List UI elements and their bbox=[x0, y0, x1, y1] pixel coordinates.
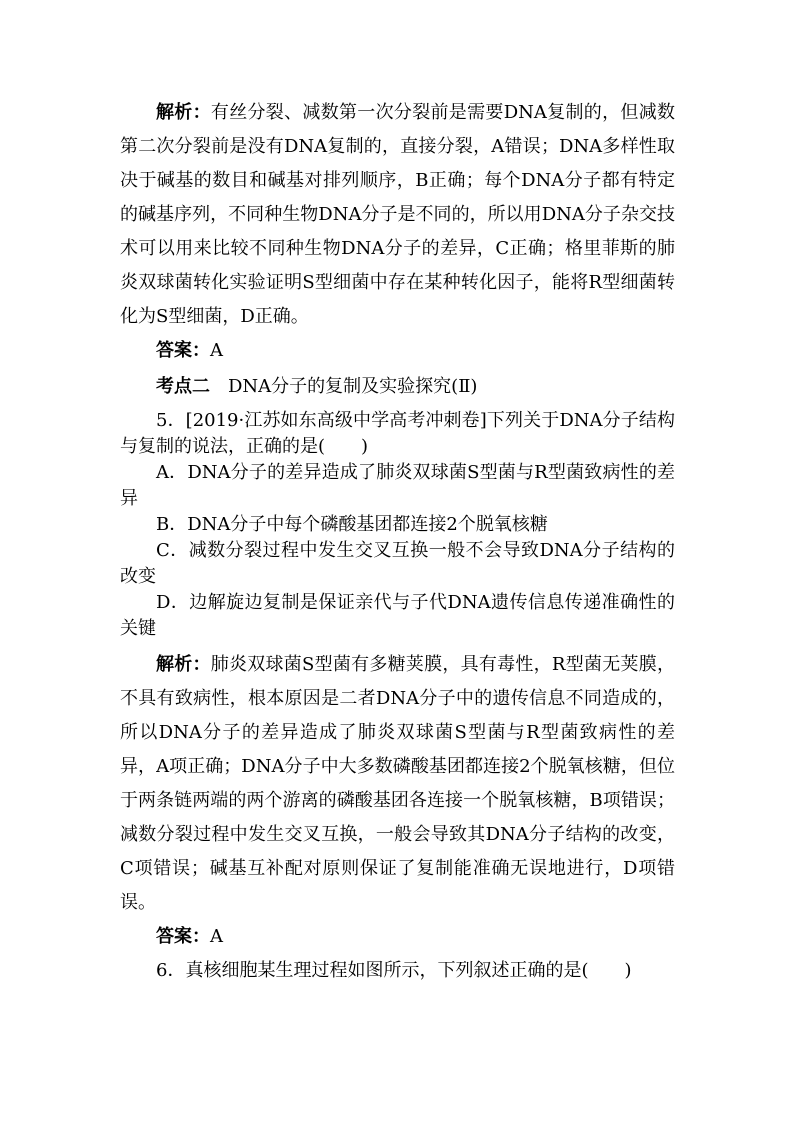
answer-value: A bbox=[210, 926, 223, 947]
analysis-text: 有丝分裂、减数第一次分裂前是需要DNA复制的，但减数第二次分裂前是没有DNA复制的，直接分裂，A错误；DNA多样性取决于碱基的数目和碱基对排列顺序，B正确；每个DNA分子都有特定的碱基序列，不同种生物DNA分子是不同的，所以用DNA分子杂交技术可以用来比较不同种生物DNA分子的差异，C正确；格里菲斯的肺炎双球菌转化实验证明S型细菌中存在某种转化因子，能将R型细菌转化为S型细菌，D正确。 bbox=[120, 102, 675, 327]
document-body bbox=[120, 96, 675, 988]
question-5-option-b: B．DNA分子中每个磷酸基团都连接2个脱氧核糖 bbox=[156, 514, 548, 535]
section-title: 考点二 bbox=[156, 376, 210, 397]
analysis-paragraph-1 bbox=[120, 96, 675, 334]
analysis-label: 解析： bbox=[156, 102, 211, 123]
answer-label: 答案： bbox=[156, 926, 210, 947]
answer-line-2 bbox=[120, 920, 675, 954]
section-name: DNA分子的复制及实验探究(Ⅱ) bbox=[228, 376, 478, 397]
analysis-paragraph-2 bbox=[120, 648, 675, 920]
section-heading bbox=[120, 370, 675, 404]
question-5-stem: 5．[2019·江苏如东高级中学高考冲刺卷]下列关于DNA分子结构与复制的说法，正确的是( ) bbox=[120, 410, 675, 457]
answer-value: A bbox=[210, 340, 223, 361]
question-5-option-a: A．DNA分子的差异造成了肺炎双球菌S型菌与R型菌致病性的差异 bbox=[120, 462, 675, 509]
analysis-text: 肺炎双球菌S型菌有多糖荚膜，具有毒性，R型菌无荚膜，不具有致病性，根本原因是二者DNA分子中的遗传信息不同造成的，所以DNA分子的差异造成了肺炎双球菌S型菌与R型菌致病性的差异，A项正确；DNA分子中大多数磷酸基团都连接2个脱氧核糖，但位于两条链两端的两个游离的磷酸基团各连接一个脱氧核糖，B项错误；减数分裂过程中发生交叉互换，一般会导致其DNA分子结构的改变，C项错误；碱基互补配对原则保证了复制能准确无误地进行，D项错误。 bbox=[120, 654, 675, 913]
answer-line-1 bbox=[120, 334, 675, 368]
analysis-label: 解析： bbox=[156, 654, 211, 675]
question-5-option-d: D．边解旋边复制是保证亲代与子代DNA遗传信息传递准确性的关键 bbox=[120, 592, 675, 639]
question-6-stem: 6．真核细胞某生理过程如图所示，下列叙述正确的是( ) bbox=[156, 960, 632, 981]
question-5-option-c: C．减数分裂过程中发生交叉互换一般不会导致DNA分子结构的改变 bbox=[120, 540, 675, 587]
answer-label: 答案： bbox=[156, 340, 210, 361]
